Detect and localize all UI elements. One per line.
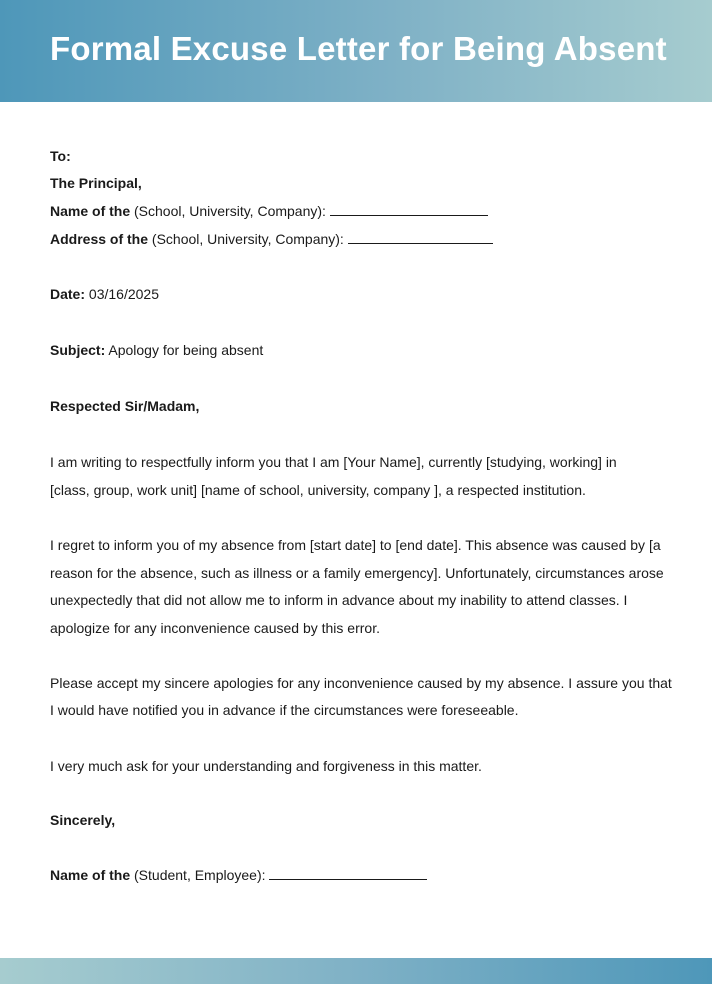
paragraph-3-line-2: I would have notified you in advance if the circumstances were foreseeable. (50, 702, 519, 718)
subject-value: Apology for being absent (105, 342, 264, 358)
date-line (50, 285, 159, 303)
paragraph-2-line-2: reason for the absence, such as illness or a family emergency]. Unfortunately, circumstances arose (50, 565, 664, 581)
recipient-name-hint: (School, University, Company): (130, 203, 330, 219)
recipient-address-label: Address of the (50, 231, 149, 247)
paragraph-2-line-4: apologize for any inconvenience caused by this error. (50, 620, 380, 636)
paragraph-2-line-3: unexpectedly that did not allow me to inform in advance about my inability to attend classes. I (50, 592, 628, 608)
signature-label: Name of the (50, 867, 131, 883)
date-value: 03/16/2025 (85, 286, 159, 302)
salutation: Respected Sir/Madam, (50, 398, 200, 414)
recipient-address-line (50, 230, 493, 248)
signature-blank[interactable] (269, 866, 427, 880)
recipient-address-hint: (School, University, Company): (148, 231, 348, 247)
signature-hint: (Student, Employee): (130, 867, 270, 883)
recipient-name-line (50, 202, 488, 220)
paragraph-2-line-1: I regret to inform you of my absence from [start date] to [end date]. This absence was caused by [a (50, 537, 661, 553)
subject-line (50, 341, 263, 359)
recipient-name-label: Name of the (50, 203, 131, 219)
recipient-principal: The Principal, (50, 175, 142, 191)
paragraph-3-line-1: Please accept my sincere apologies for any inconvenience caused by my absence. I assure you that (50, 675, 672, 691)
paragraph-1-line-1: I am writing to respectfully inform you that I am [Your Name], currently [studying, working] in (50, 454, 617, 470)
paragraph-1-line-2: [class, group, work unit] [name of school, university, company ], a respected institution. (50, 482, 586, 498)
footer-band (0, 958, 712, 984)
recipient-address-blank[interactable] (348, 230, 493, 244)
header-banner (0, 0, 712, 102)
date-label: Date: (50, 286, 86, 302)
closing: Sincerely, (50, 812, 116, 828)
to-label: To: (50, 148, 71, 164)
recipient-name-blank[interactable] (330, 202, 488, 216)
signature-line (50, 866, 427, 884)
page-title: Formal Excuse Letter for Being Absent (50, 30, 667, 67)
paragraph-4-line-1: I very much ask for your understanding and forgiveness in this matter. (50, 758, 482, 774)
subject-label: Subject: (50, 342, 106, 358)
